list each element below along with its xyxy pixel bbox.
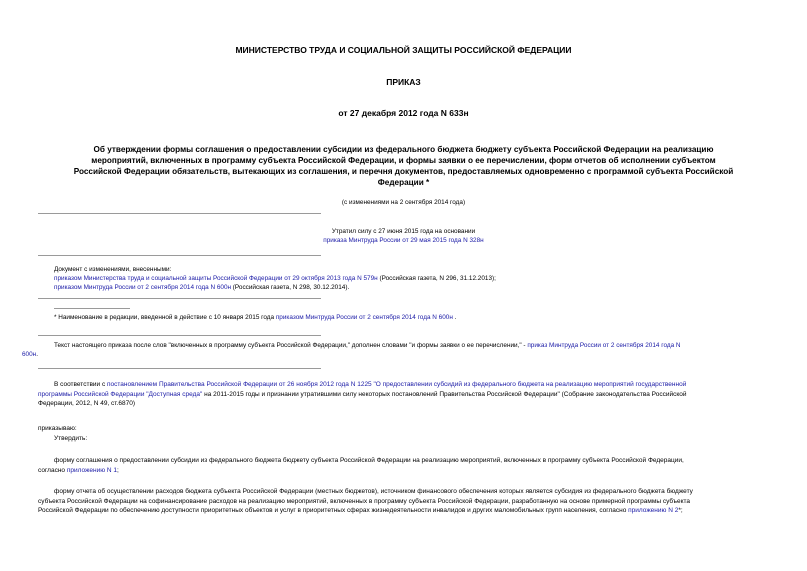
basis-citation: Федерации, 2012, N 49, ст.6870) [38,400,135,407]
footnote-link[interactable]: приказом Минтруда России от 2 сентября 2014 года N 600н [275,314,453,321]
amendments-note: (с изменениями на 2 сентября 2014 года) [341,199,466,206]
document-title [30,144,777,188]
footnote-end: . [452,314,457,321]
supplement-text: Текст настоящего приказа после слов "включенных в программу субъекта Российской Федерации," дополнен словами "и формы заявки о ее перечислении," - [54,342,528,349]
approved-item-1 [38,456,771,475]
title-line: Федерации * [377,178,430,187]
approved-item-2 [38,487,771,516]
item2-line: субъекта Российской Федерации на софинансирование расходов на реализацию мероприятий, включенных в программу субъекта Российской Федерации, разработанную на основе примерной программы субъекта [38,497,691,505]
date-number-heading: от 27 декабря 2012 года N 633н [338,108,469,118]
title-line: Российской Федерации обязательств, вытекающих из соглашения, и перечня документов, предоставляемых одновременно с программой субъекта Российской [73,167,734,176]
change-link-2[interactable]: приказом Минтруда России от 2 сентября 2014 года N 600н [54,284,232,291]
supplement-note [22,341,771,359]
divider [38,255,321,256]
item1-according: согласно [38,466,67,474]
divider [38,298,321,299]
footnote-text: * Наименование в редакции, введенной в действие с 10 января 2015 года [54,314,276,321]
title-line: Об утверждении формы соглашения о предоставлении субсидии из федерального бюджета бюджету субъекта Российской Федерации на реализацию [93,145,714,154]
supplement-link-cont[interactable]: 600н [22,351,37,358]
appendix-2-link[interactable]: приложению N 2 [628,507,679,514]
divider [38,335,321,336]
void-notice-link[interactable]: приказа Минтруда России от 29 мая 2015 года N 328н [323,237,484,244]
change-source-2: (Российская газета, N 298, 30.12.2014). [231,284,350,291]
order-word: приказываю: [38,425,77,432]
change-source-1: (Российская газета, N 296, 31.12.2013); [377,275,496,282]
doc-type-heading: ПРИКАЗ [386,77,421,87]
basis-paragraph [38,380,771,409]
void-notice-text: Утратил силу с 27 июня 2015 года на основании [331,228,476,235]
government-decree-link[interactable]: постановлением Правительства Российской Федерации от 26 ноября 2012 года N 1225 "О предоставлении субсидий из федерального бюджета на реализацию мероприятий государственной [107,381,687,388]
item1-text: форму соглашения о предоставлении субсидии из федерального бюджета бюджету субъекта Российской Федерации на реализацию мероприятий, включенных в программу субъекта Российской Федерации, [54,457,684,464]
approve-word: Утвердить: [54,435,88,442]
void-notice [30,227,777,245]
divider [38,368,321,369]
divider [38,213,321,214]
basis-prefix: В соответствии с [54,381,108,388]
item2-line: форму отчета об осуществлении расходов бюджета субъекта Российской Федерации (местных бюджетов), источником финансового обеспечения которых является субсидия из федерального бюджета бюджету [54,488,693,495]
item2-line: Российской Федерации по обеспечению доступности приоритетных объектов и услуг в приоритетных сферах жизнедеятельности инвалидов и других маломобильных групп населения, согласно [38,507,629,514]
title-line: мероприятий, включенных в программу субъекта Российской Федерации, и формы заявки о ее перечислении, форм отчетов об исполнении субъектом [91,156,716,165]
change-link-1[interactable]: приказом Министерства труда и социальной защиты Российской Федерации от 29 октября 2013 года N 579н [54,275,378,282]
footnote [54,313,774,322]
ministry-heading: МИНИСТЕРСТВО ТРУДА И СОЦИАЛЬНОЙ ЗАЩИТЫ РОССИЙСКОЙ ФЕДЕРАЦИИ [235,45,572,55]
footnote-divider [54,308,130,309]
supplement-end: . [36,351,38,358]
basis-rest: на 2011-2015 годы и признании утратившими силу некоторых постановлений Правительства Российской Федерации" (Собрание законодательства Российской [202,390,687,398]
changes-block [54,265,774,292]
item1-end: ; [117,466,119,474]
changes-heading: Документ с изменениями, внесенными: [54,266,172,273]
appendix-1-link[interactable]: приложению N 1 [66,466,117,474]
supplement-link[interactable]: приказ Минтруда России от 2 сентября 2014 года N [527,342,681,349]
item2-end: *; [678,507,683,514]
government-decree-link-cont[interactable]: программы Российской Федерации "Доступная среда" [38,390,203,398]
